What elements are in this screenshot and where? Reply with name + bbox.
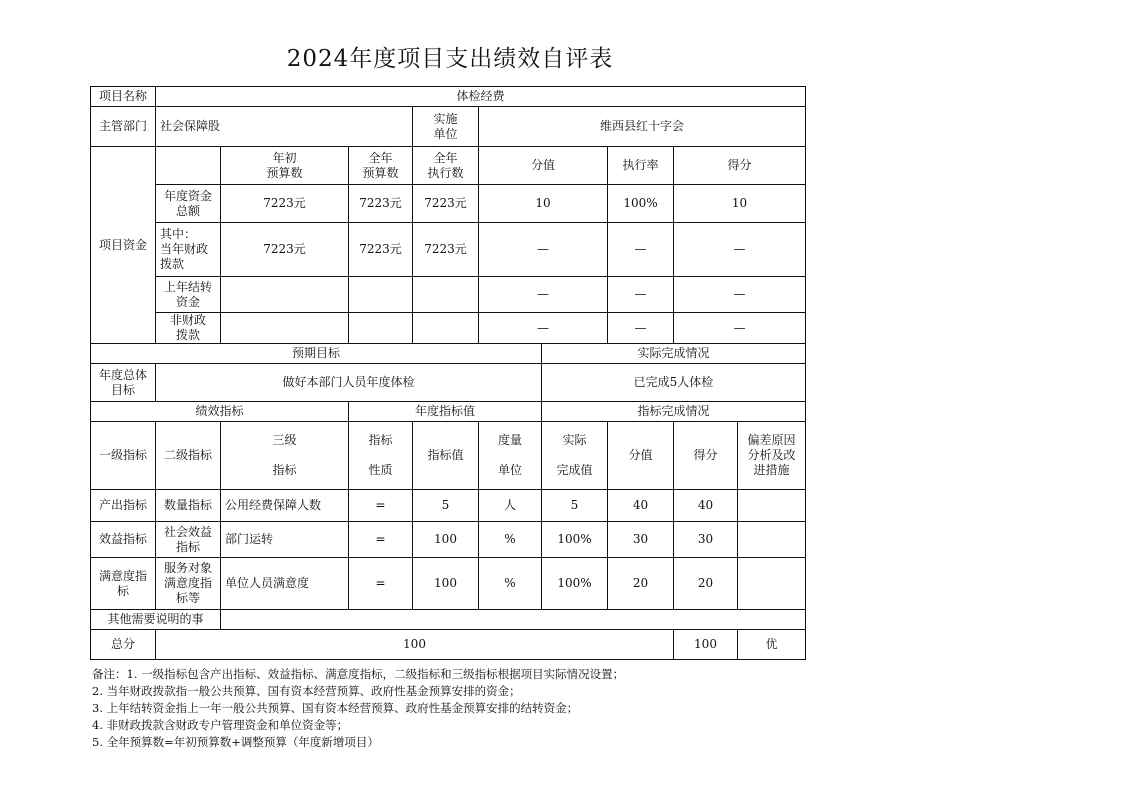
indicator-deviation: [738, 522, 806, 558]
indicator-unit: %: [479, 558, 542, 610]
funds-row-exec: 7223元: [413, 223, 479, 277]
funds-header-initial: 年初 预算数: [221, 147, 349, 185]
funds-header-rate: 执行率: [608, 147, 674, 185]
dept-value: 社会保障股: [156, 107, 413, 147]
indicator-score: 30: [674, 522, 738, 558]
funds-row-initial: [221, 277, 349, 313]
performance-evaluation-table: [90, 86, 806, 660]
indicator-row: [91, 522, 806, 558]
funds-row-value: 10: [479, 185, 608, 223]
col-score-value: 分值: [608, 422, 674, 490]
col-deviation: 偏差原因 分析及改 进措施: [738, 422, 806, 490]
total-value: 100: [156, 630, 674, 660]
indicator-deviation: [738, 558, 806, 610]
funds-row-score: 10: [674, 185, 806, 223]
indicator-level3: 部门运转: [221, 522, 349, 558]
expected-goal-header: 预期目标: [91, 344, 542, 364]
indicator-level1: 满意度指 标: [91, 558, 156, 610]
indicator-row: [91, 490, 806, 522]
col-score: 得分: [674, 422, 738, 490]
funds-row-rate: —: [608, 277, 674, 313]
project-name-value: 体检经费: [156, 87, 806, 107]
indicator-value: 5: [413, 490, 479, 522]
funds-header-value: 分值: [479, 147, 608, 185]
indicator-score-value: 30: [608, 522, 674, 558]
funds-row-full: 7223元: [349, 185, 413, 223]
indicator-level3: 公用经费保障人数: [221, 490, 349, 522]
indicator-level1: 效益指标: [91, 522, 156, 558]
funds-row-value: —: [479, 223, 608, 277]
funds-row-exec: [413, 313, 479, 344]
indicator-row: [91, 558, 806, 610]
funds-row: [91, 223, 806, 277]
funds-row: [91, 313, 806, 344]
footnote-line: 备注：1. 一级指标包含产出指标、效益指标、满意度指标，二级指标和三级指标根据项目实际情况设置；: [92, 667, 625, 681]
actual-goal-text: 已完成5人体检: [542, 364, 806, 402]
indicator-score: 40: [674, 490, 738, 522]
impl-unit-value: 维西县红十字会: [479, 107, 806, 147]
funds-row-score: —: [674, 277, 806, 313]
perf-indicator-header: 绩效指标: [91, 402, 349, 422]
funds-row-full: [349, 277, 413, 313]
col-nature: 指标 性质: [349, 422, 413, 490]
col-level3: 三级 指标: [221, 422, 349, 490]
indicator-score-value: 20: [608, 558, 674, 610]
indicator-nature: =: [349, 558, 413, 610]
funds-row-label: 上年结转 资金: [156, 277, 221, 313]
indicator-level2: 服务对象 满意度指 标等: [156, 558, 221, 610]
funds-row: [91, 185, 806, 223]
footnote-line: 4. 非财政拨款含财政专户管理资金和单位资金等；: [92, 718, 349, 732]
footnote-line: 2. 当年财政拨款指一般公共预算、国有资本经营预算、政府性基金预算安排的资金；: [92, 684, 521, 698]
expected-goal-text: 做好本部门人员年度体检: [156, 364, 542, 402]
indicator-score-value: 40: [608, 490, 674, 522]
annual-value-header: 年度指标值: [349, 402, 542, 422]
funds-row-full: [349, 313, 413, 344]
indicator-level2: 数量指标: [156, 490, 221, 522]
funds-row-exec: 7223元: [413, 185, 479, 223]
funds-header-full: 全年 预算数: [349, 147, 413, 185]
annual-goal-label: 年度总体 目标: [91, 364, 156, 402]
indicator-unit: 人: [479, 490, 542, 522]
page-title: 2024年度项目支出绩效自评表: [286, 46, 614, 72]
indicator-nature: =: [349, 522, 413, 558]
funds-row-score: —: [674, 223, 806, 277]
funds-row-exec: [413, 277, 479, 313]
indicator-nature: =: [349, 490, 413, 522]
funds-header-exec: 全年 执行数: [413, 147, 479, 185]
other-notes-label: 其他需要说明的事: [91, 610, 221, 630]
indicator-level2: 社会效益 指标: [156, 522, 221, 558]
funds-label: 项目资金: [91, 147, 156, 344]
indicator-actual: 5: [542, 490, 608, 522]
indicator-value: 100: [413, 558, 479, 610]
funds-row-rate: 100%: [608, 185, 674, 223]
funds-row-initial: 7223元: [221, 185, 349, 223]
col-value: 指标值: [413, 422, 479, 490]
funds-row-initial: 7223元: [221, 223, 349, 277]
funds-row-rate: —: [608, 313, 674, 344]
col-level2: 二级指标: [156, 422, 221, 490]
indicator-actual: 100%: [542, 558, 608, 610]
footnote-line: 3. 上年结转资金指上一年一般公共预算、国有资本经营预算、政府性基金预算安排的结转资金；: [92, 701, 579, 715]
impl-unit-label: 实施 单位: [413, 107, 479, 147]
funds-row-initial: [221, 313, 349, 344]
footnote-line: 5. 全年预算数=年初预算数+调整预算（年度新增项目）: [92, 735, 379, 749]
indicator-deviation: [738, 490, 806, 522]
col-actual: 实际 完成值: [542, 422, 608, 490]
indicator-level3: 单位人员满意度: [221, 558, 349, 610]
indicator-level1: 产出指标: [91, 490, 156, 522]
other-notes-value: [221, 610, 806, 630]
project-name-label: 项目名称: [91, 87, 156, 107]
funds-row-full: 7223元: [349, 223, 413, 277]
footnotes: [92, 666, 792, 751]
indicator-unit: %: [479, 522, 542, 558]
funds-header-blank: [156, 147, 221, 185]
funds-row-score: —: [674, 313, 806, 344]
col-level1: 一级指标: [91, 422, 156, 490]
funds-row-value: —: [479, 313, 608, 344]
col-unit: 度量 单位: [479, 422, 542, 490]
completion-header: 指标完成情况: [542, 402, 806, 422]
indicator-value: 100: [413, 522, 479, 558]
funds-row-rate: —: [608, 223, 674, 277]
total-grade: 优: [738, 630, 806, 660]
actual-completion-header: 实际完成情况: [542, 344, 806, 364]
indicator-actual: 100%: [542, 522, 608, 558]
funds-row-label: 年度资金 总额: [156, 185, 221, 223]
funds-row-label: 其中： 当年财政 拨款: [156, 223, 221, 277]
indicator-score: 20: [674, 558, 738, 610]
total-label: 总分: [91, 630, 156, 660]
funds-row: [91, 277, 806, 313]
funds-header-score: 得分: [674, 147, 806, 185]
funds-row-label: 非财政 拨款: [156, 313, 221, 344]
dept-label: 主管部门: [91, 107, 156, 147]
total-score: 100: [674, 630, 738, 660]
funds-row-value: —: [479, 277, 608, 313]
